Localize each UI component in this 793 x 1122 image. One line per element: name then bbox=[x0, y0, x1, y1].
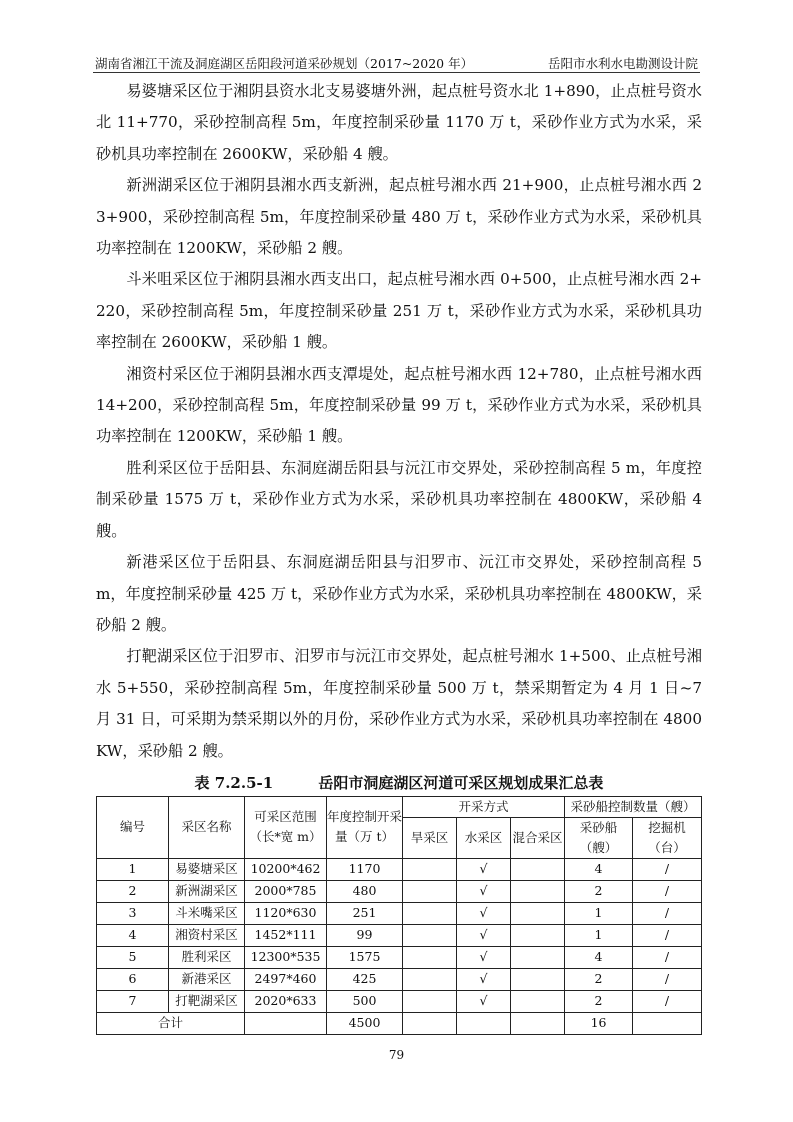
cell-range: 2020*633 bbox=[245, 990, 327, 1012]
cell-id: 2 bbox=[97, 880, 169, 902]
table-caption bbox=[96, 771, 702, 795]
cell-name: 胜利采区 bbox=[169, 946, 245, 968]
cell-range: 2497*460 bbox=[245, 968, 327, 990]
cell-range: 1120*630 bbox=[245, 902, 327, 924]
header-dry: 旱采区 bbox=[403, 817, 457, 858]
paragraph-dabahu: 打靶湖采区位于汨罗市、汨罗市与沅江市交界处，起点桩号湘水 1+500、止点桩号湘水 5+550，采砂控制高程 5m，年度控制采砂量 500 万 t，禁采期暂定为 4 月 1 日~7 月 31 日，可采期为禁采期以外的月份，采砂作业方式为水采，采砂机具功率控制在 4800KW，采砂船 2 艘。 bbox=[96, 647, 702, 760]
cell-amount: 1170 bbox=[327, 858, 403, 880]
cell-dry bbox=[403, 990, 457, 1012]
cell-total-excavators bbox=[633, 1012, 702, 1034]
header-range: 可采区范围（长*宽 m） bbox=[245, 796, 327, 858]
table-row bbox=[97, 902, 702, 924]
cell-amount: 500 bbox=[327, 990, 403, 1012]
cell-id: 7 bbox=[97, 990, 169, 1012]
table-row bbox=[97, 858, 702, 880]
cell-mixed bbox=[511, 990, 565, 1012]
cell-boats: 2 bbox=[565, 990, 633, 1012]
cell-total-mixed bbox=[511, 1012, 565, 1034]
cell-name: 打靶湖采区 bbox=[169, 990, 245, 1012]
cell-water: √ bbox=[457, 990, 511, 1012]
paragraph-xiangzicun: 湘资村采区位于湘阴县湘水西支潭堤处，起点桩号湘水西 12+780，止点桩号湘水西 14+200，采砂控制高程 5m，年度控制采砂量 99 万 t，采砂作业方式为水采，采砂机具功率控制在 1200KW，采砂船 1 艘。 bbox=[96, 364, 702, 446]
cell-excavators: / bbox=[633, 924, 702, 946]
cell-range: 10200*462 bbox=[245, 858, 327, 880]
header-id: 编号 bbox=[97, 796, 169, 858]
cell-water: √ bbox=[457, 902, 511, 924]
page-header bbox=[93, 52, 700, 73]
cell-dry bbox=[403, 880, 457, 902]
header-mixed: 混合采区 bbox=[511, 817, 565, 858]
cell-dry bbox=[403, 968, 457, 990]
cell-water: √ bbox=[457, 968, 511, 990]
paragraph-shengli: 胜利采区位于岳阳县、东洞庭湖岳阳县与沅江市交界处，采砂控制高程 5 m，年度控制采砂量 1575 万 t，采砂作业方式为水采，采砂机具功率控制在 4800KW，采砂船 4 艘。 bbox=[96, 458, 702, 540]
cell-excavators: / bbox=[633, 990, 702, 1012]
table-row bbox=[97, 946, 702, 968]
cell-total-label: 合计 bbox=[97, 1012, 245, 1034]
cell-amount: 251 bbox=[327, 902, 403, 924]
cell-excavators: / bbox=[633, 968, 702, 990]
cell-amount: 99 bbox=[327, 924, 403, 946]
cell-total-dry bbox=[403, 1012, 457, 1034]
cell-amount: 1575 bbox=[327, 946, 403, 968]
cell-range: 12300*535 bbox=[245, 946, 327, 968]
cell-amount: 425 bbox=[327, 968, 403, 990]
cell-name: 湘资村采区 bbox=[169, 924, 245, 946]
cell-water: √ bbox=[457, 946, 511, 968]
cell-dry bbox=[403, 902, 457, 924]
header-water: 水采区 bbox=[457, 817, 511, 858]
cell-name: 斗米嘴采区 bbox=[169, 902, 245, 924]
cell-id: 4 bbox=[97, 924, 169, 946]
cell-total-water bbox=[457, 1012, 511, 1034]
cell-mixed bbox=[511, 880, 565, 902]
cell-water: √ bbox=[457, 924, 511, 946]
cell-mixed bbox=[511, 924, 565, 946]
cell-range: 1452*111 bbox=[245, 924, 327, 946]
cell-name: 易婆塘采区 bbox=[169, 858, 245, 880]
cell-boats: 4 bbox=[565, 858, 633, 880]
cell-id: 3 bbox=[97, 902, 169, 924]
cell-id: 1 bbox=[97, 858, 169, 880]
cell-id: 5 bbox=[97, 946, 169, 968]
cell-dry bbox=[403, 858, 457, 880]
header-amount: 年度控制开采量（万 t） bbox=[327, 796, 403, 858]
cell-id: 6 bbox=[97, 968, 169, 990]
table-row bbox=[97, 968, 702, 990]
cell-excavators: / bbox=[633, 946, 702, 968]
header-name: 采区名称 bbox=[169, 796, 245, 858]
paragraph-doumiju: 斗米咀采区位于湘阴县湘水西支出口，起点桩号湘水西 0+500，止点桩号湘水西 2+220，采砂控制高程 5m，年度控制采砂量 251 万 t，采砂作业方式为水采，采砂机具功率控制在 2600KW，采砂船 1 艘。 bbox=[96, 270, 702, 352]
table-caption-title: 岳阳市洞庭湖区河道可采区规划成果汇总表 bbox=[318, 773, 604, 792]
cell-boats: 2 bbox=[565, 968, 633, 990]
header-boats: 采砂船（艘） bbox=[565, 817, 633, 858]
cell-dry bbox=[403, 924, 457, 946]
cell-mixed bbox=[511, 858, 565, 880]
cell-boats: 4 bbox=[565, 946, 633, 968]
cell-dry bbox=[403, 946, 457, 968]
cell-total-amount: 4500 bbox=[327, 1012, 403, 1034]
table-row bbox=[97, 880, 702, 902]
cell-boats: 1 bbox=[565, 924, 633, 946]
cell-boats: 1 bbox=[565, 902, 633, 924]
header-excavators: 挖掘机（台） bbox=[633, 817, 702, 858]
header-method-group: 开采方式 bbox=[403, 796, 565, 817]
cell-boats: 2 bbox=[565, 880, 633, 902]
cell-amount: 480 bbox=[327, 880, 403, 902]
paragraph-xingang: 新港采区位于岳阳县、东洞庭湖岳阳县与汨罗市、沅江市交界处，采砂控制高程 5 m，年度控制采砂量 425 万 t，采砂作业方式为水采，采砂机具功率控制在 4800KW，采砂船 2 艘。 bbox=[96, 553, 702, 634]
cell-water: √ bbox=[457, 858, 511, 880]
cell-water: √ bbox=[457, 880, 511, 902]
cell-excavators: / bbox=[633, 902, 702, 924]
page-content bbox=[96, 76, 702, 1035]
cell-total-boats: 16 bbox=[565, 1012, 633, 1034]
table-row bbox=[97, 924, 702, 946]
cell-range: 2000*785 bbox=[245, 880, 327, 902]
table-row bbox=[97, 990, 702, 1012]
header-equipment-group: 采砂船控制数量（艘） bbox=[565, 796, 702, 817]
paragraph-yipotang: 易婆塘采区位于湘阴县资水北支易婆塘外洲，起点桩号资水北 1+890，止点桩号资水北 11+770，采砂控制高程 5m，年度控制采砂量 1170 万 t，采砂作业方式为水采，采砂机具功率控制在 2600KW，采砂船 4 艘。 bbox=[96, 82, 702, 163]
table-total-row bbox=[97, 1012, 702, 1034]
cell-name: 新洲湖采区 bbox=[169, 880, 245, 902]
summary-table bbox=[96, 796, 702, 1035]
cell-name: 新港采区 bbox=[169, 968, 245, 990]
cell-mixed bbox=[511, 946, 565, 968]
cell-excavators: / bbox=[633, 880, 702, 902]
cell-excavators: / bbox=[633, 858, 702, 880]
table-caption-number: 表 7.2.5-1 bbox=[194, 773, 274, 792]
header-document-title: 湖南省湘江干流及洞庭湖区岳阳段河道采砂规划（2017~2020 年） bbox=[95, 56, 474, 71]
cell-mixed bbox=[511, 968, 565, 990]
page-number: 79 bbox=[388, 1048, 405, 1062]
cell-mixed bbox=[511, 902, 565, 924]
cell-total-range bbox=[245, 1012, 327, 1034]
paragraph-xinzhouhu: 新洲湖采区位于湘阴县湘水西支新洲，起点桩号湘水西 21+900，止点桩号湘水西 23+900，采砂控制高程 5m，年度控制采砂量 480 万 t，采砂作业方式为水采，采砂机具功率控制在 1200KW，采砂船 2 艘。 bbox=[96, 176, 702, 258]
header-organization: 岳阳市水利水电勘测设计院 bbox=[547, 56, 698, 71]
